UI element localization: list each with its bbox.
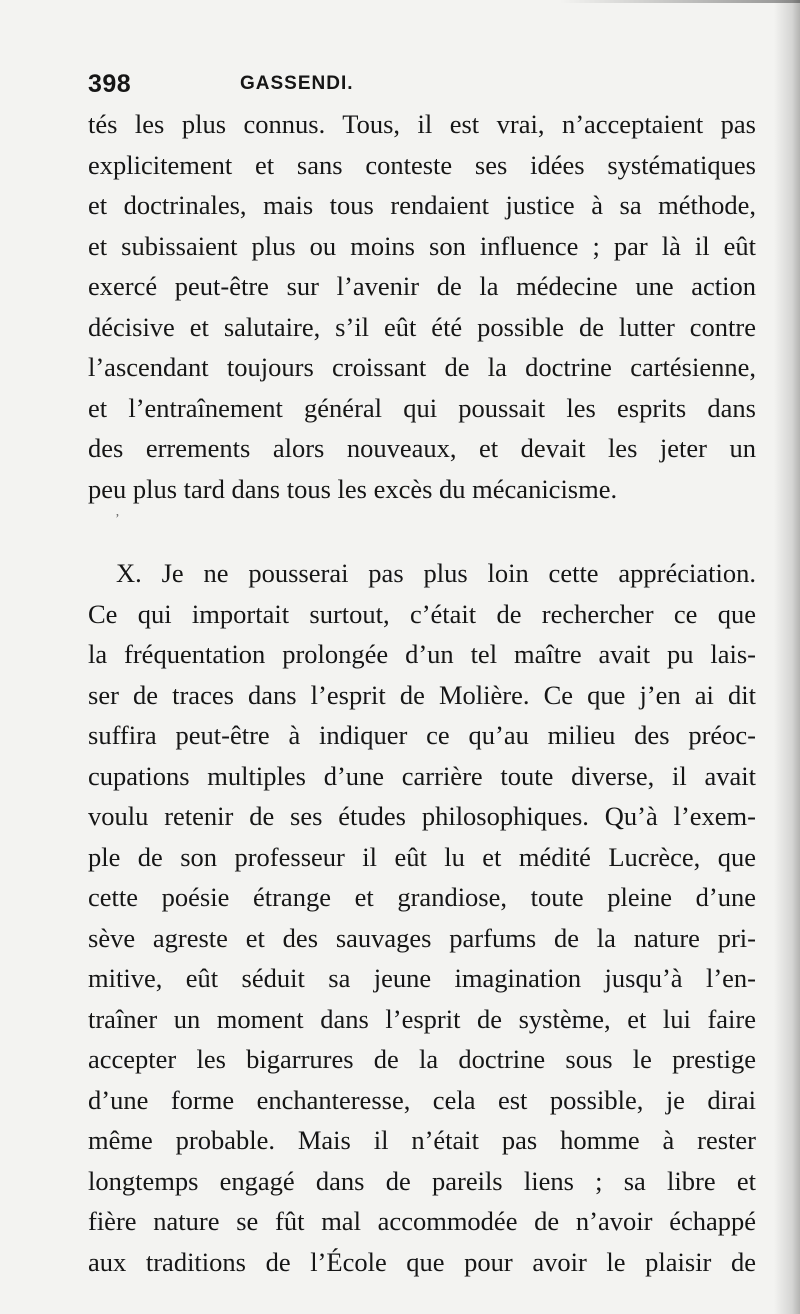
paragraph — [88, 104, 756, 509]
text-line: sève agreste et des sauvages parfums de la nature pri- — [88, 922, 756, 953]
ink-speck: ʼ — [115, 512, 120, 527]
running-title: GASSENDI. — [240, 73, 354, 94]
text-line: tés les plus connus. Tous, il est vrai, n’acceptaient pas — [88, 109, 756, 139]
text-line: aux traditions de l’École que pour avoir le plaisir de — [88, 1246, 756, 1277]
text-line: voulu retenir de ses études philosophiques. Qu’à l’exem- — [88, 801, 756, 831]
top-edge-shadow — [560, 0, 800, 3]
text-line: et l’entraînement général qui poussait les esprits dans — [88, 392, 756, 423]
text-line: suffira peut-être à indiquer ce qu’au milieu des préoc- — [88, 720, 756, 750]
text-line: fière nature se fût mal accommodée de n’avoir échappé — [88, 1206, 756, 1236]
text-line: ple de son professeur il eût lu et médité Lucrèce, que — [88, 841, 756, 872]
text-line: Ce qui importait surtout, c’était de rechercher ce que — [88, 598, 756, 629]
text-line: décisive et salutaire, s’il eût été possible de lutter contre — [88, 311, 756, 342]
text-line: traîner un moment dans l’esprit de système, et lui faire — [88, 1003, 756, 1034]
body-text — [88, 104, 756, 1282]
text-line: accepter les bigarrures de la doctrine sous le prestige — [88, 1044, 756, 1074]
paragraph — [88, 553, 756, 1282]
text-line: cette poésie étrange et grandiose, toute pleine d’une — [88, 882, 756, 912]
paragraph-gap — [88, 509, 756, 553]
text-line: même probable. Mais il n’était pas homme à rester — [88, 1125, 756, 1155]
text-line: mitive, eût séduit sa jeune imagination jusqu’à l’en- — [88, 963, 756, 993]
text-line: des errements alors nouveaux, et devait les jeter un — [88, 433, 756, 463]
text-line: exercé peut-être sur l’avenir de la médecine une action — [88, 271, 756, 301]
text-line: et subissaient plus ou moins son influence ; par là il eût — [88, 230, 756, 261]
page-number: 398 — [88, 70, 132, 98]
text-line: explicitement et sans conteste ses idées systématiques — [88, 149, 756, 180]
text-line: X. Je ne pousserai pas plus loin cette appréciation. — [116, 558, 756, 588]
text-line: ser de traces dans l’esprit de Molière. Ce que j’en ai dit — [88, 679, 756, 710]
page-header — [88, 70, 748, 102]
page-edge-shadow — [774, 0, 800, 1314]
text-line: la fréquentation prolongée d’un tel maître avait pu lais- — [88, 639, 756, 669]
text-line: peu plus tard dans tous les excès du mécanicisme. — [88, 473, 618, 504]
text-line: et doctrinales, mais tous rendaient justice à sa méthode, — [88, 190, 756, 220]
text-line: d’une forme enchanteresse, cela est possible, je dirai — [88, 1084, 756, 1115]
text-line: cupations multiples d’une carrière toute diverse, il avait — [88, 760, 756, 791]
text-line: longtemps engagé dans de pareils liens ; sa libre et — [88, 1165, 756, 1196]
text-line: l’ascendant toujours croissant de la doctrine cartésienne, — [88, 352, 756, 382]
